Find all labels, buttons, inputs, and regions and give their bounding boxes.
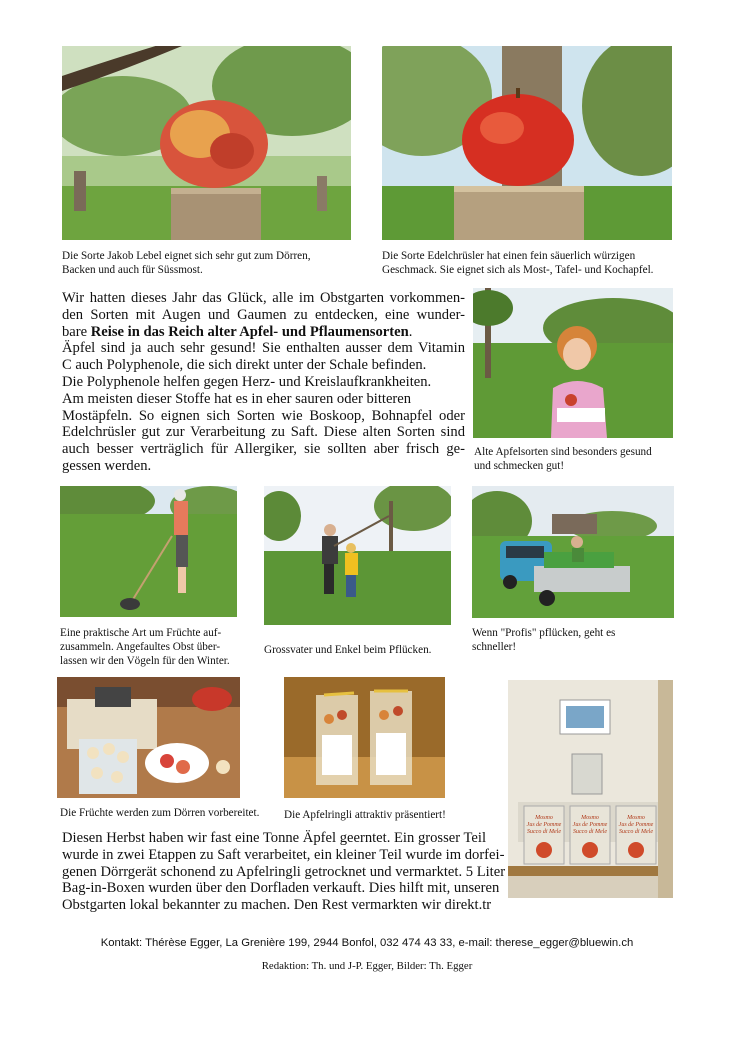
caption-profis: Wenn "Profis" pflücken, geht es schneller! [472, 627, 616, 653]
photo-girl-with-apple [473, 288, 673, 438]
shop-box-label-2: Mosmo Jus de Pomme Succo di Mele [572, 815, 608, 835]
caption-girl: Alte Apfelsorten sind besonders gesund und schmecken gut! [474, 446, 652, 472]
photo-apple-jakob-lebel [62, 46, 351, 240]
photo-shop-shelf [508, 680, 673, 898]
shop-box-label-1: Mosmo Jus de Pomme Succo di Mele [526, 815, 562, 835]
shop-box-label-3: Mosmo Jus de Pomme Succo di Mele [618, 815, 654, 835]
caption-edelchrusler: Die Sorte Edelchrüsler hat einen fein säuerlich würzigen Geschmack. Sie eignet sich als Most-, Tafel- und Kochapfel. [382, 250, 654, 276]
paragraph-harvest: Diesen Herbst haben wir fast eine Tonne Äpfel geerntet. Ein grosser Teil wurde in zwei Etappen zu Saft verarbeitet, ein kleiner Teil wurde im dorfei- genen Dörrgerät schonend zu Apfelringli getrocknet und vermarktet. 5 Liter Bag-in-Boxen wurden über den Dorfladen verkauft. Dies hilft mit, unseren Obstgarten lokal bekannter zu machen. Den Rest vermarkten wir direkt.tr [62, 830, 506, 914]
photo-woman-raking [60, 486, 237, 617]
photo-car-trailer [472, 486, 674, 618]
caption-raking: Eine praktische Art um Früchte auf- zusammeln. Angefaultes Obst über- lassen wir den Vögeln für den Winter. [60, 627, 230, 667]
photo-drying-preparation [57, 677, 240, 798]
caption-ringli: Die Apfelringli attraktiv präsentiert! [284, 809, 446, 821]
photo-apfelringli-bags [284, 677, 445, 798]
photo-grandfather-grandson [264, 486, 451, 625]
caption-drying: Die Früchte werden zum Dörren vorbereitet. [60, 807, 260, 819]
caption-grandfather: Grossvater und Enkel beim Pflücken. [264, 644, 432, 656]
footer-editorial: Redaktion: Th. und J-P. Egger, Bilder: Th. Egger [261, 960, 473, 972]
photo-apple-edelchrusler [382, 46, 672, 240]
paragraph-intro: Wir hatten dieses Jahr das Glück, alle im Obstgarten vorkommen- den Sorten mit Augen und Gaumen zu entdecken, eine wunder- bare Reise in das Reich alter Apfel- und Pflaumensorten. Äpfel sind ja auch sehr gesund! Sie enthalten ausser dem Vitamin C auch Polyphenole, die sich direkt unter der Schale befinden. Die Polyphenole helfen gegen Herz- und Kreislaufkrankheiten. Am meisten dieser Stoffe hat es in eher sauren oder bitteren Mostäpfeln. So eignen sich Sorten wie Boskoop, Bohnapfel oder Edelchrüsler gut zur Verarbeitung zu Saft. Diese alten Sorten sind auch besser verträglich für Allergiker, sie sollten aber frisch ge- gessen werden. [62, 290, 465, 474]
footer-contact: Kontakt: Thérèse Egger, La Grenière 199, 2944 Bonfol, 032 474 43 33, e-mail: therese_egger@bluewin.ch [100, 937, 634, 949]
highlight-text: Reise in das Reich alter Apfel- und Pflaumensorten [90, 323, 409, 340]
caption-jakob-lebel: Die Sorte Jakob Lebel eignet sich sehr gut zum Dörren, Backen und auch für Süssmost. [62, 250, 311, 276]
